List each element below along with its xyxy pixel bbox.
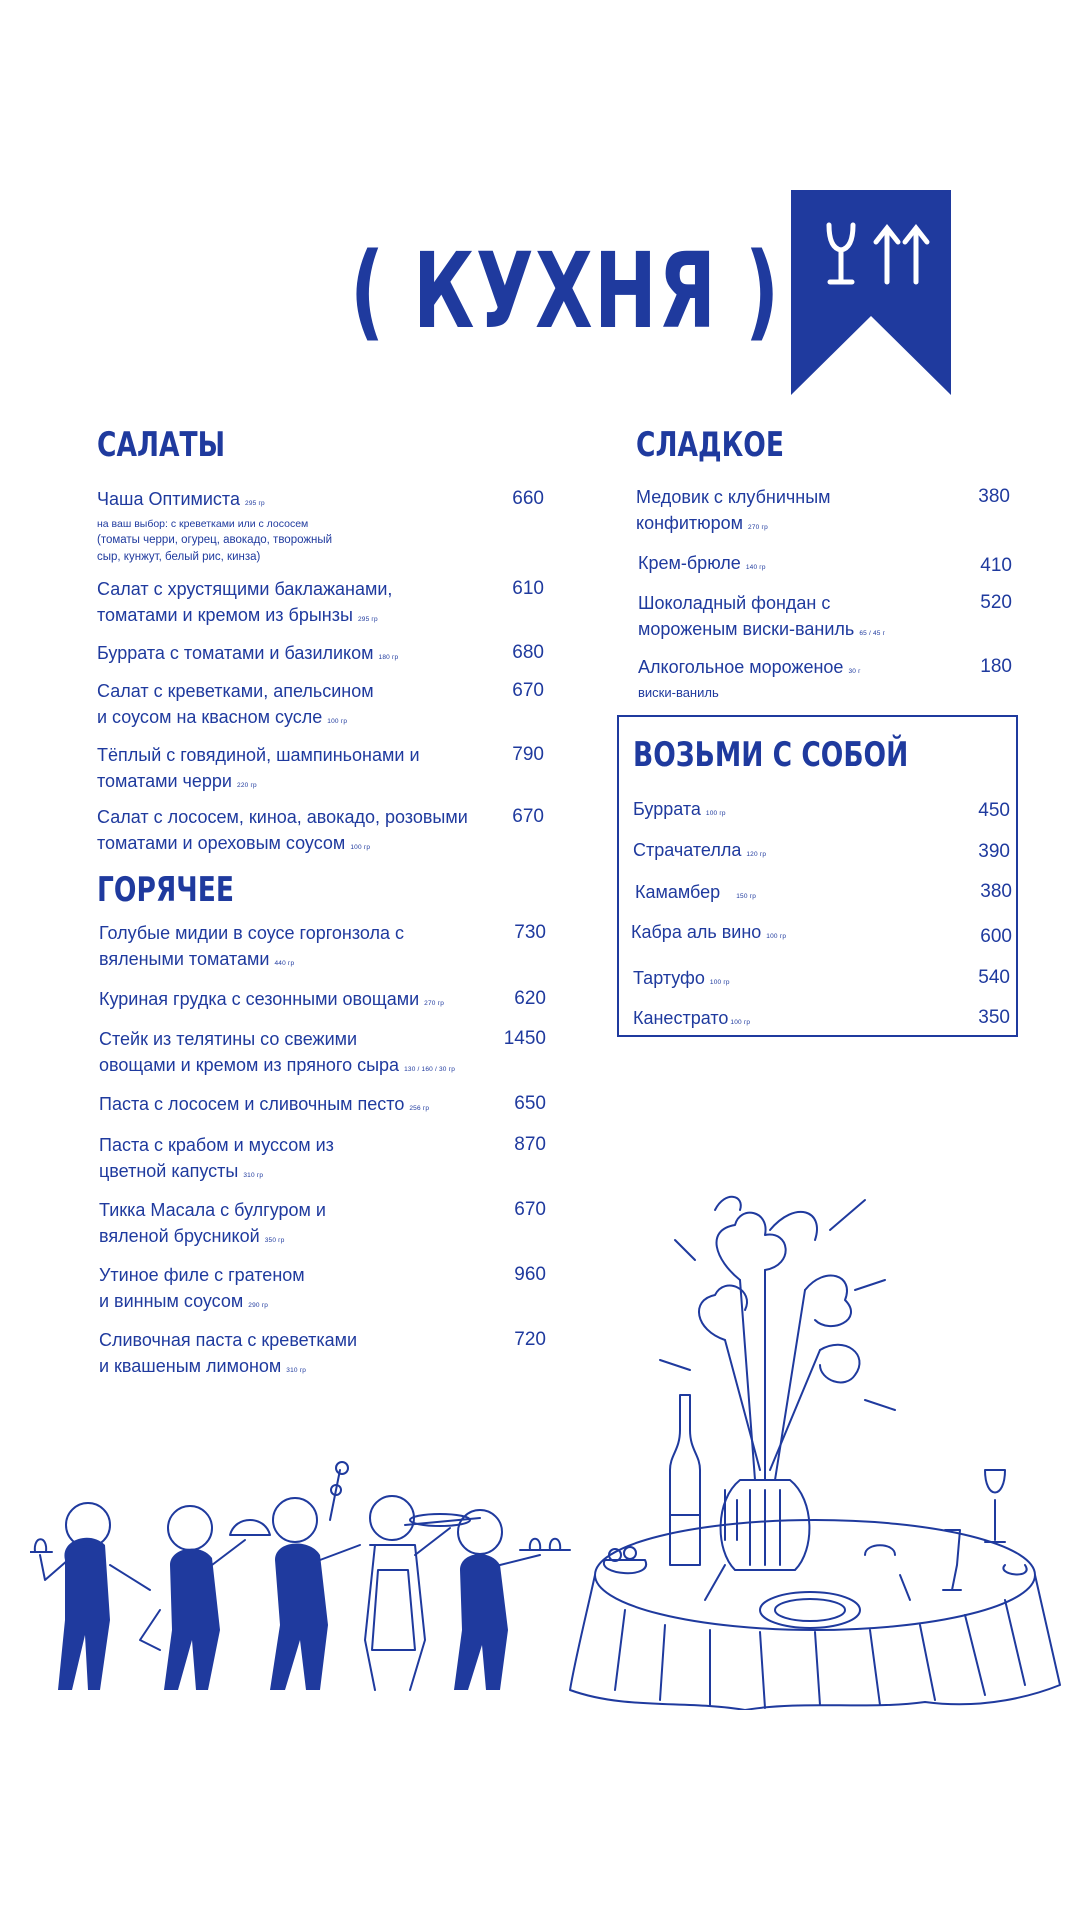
- item-name: Салат с креветками, апельсином: [97, 681, 374, 701]
- item-price: 660: [512, 488, 544, 509]
- item-name: Тартуфо: [633, 968, 705, 988]
- item-weight: 100 гр: [705, 810, 726, 817]
- item-name-line2: конфитюром: [636, 513, 744, 533]
- item-weight: 100 гр: [327, 718, 348, 725]
- item-name: Стейк из телятины со свежими: [99, 1029, 358, 1049]
- menu-item: [99, 1132, 334, 1189]
- item-weight: 180 гр: [378, 654, 399, 661]
- item-weight: 440 гр: [274, 960, 295, 967]
- menu-item: [633, 1005, 750, 1036]
- item-weight: 140 гр: [745, 564, 766, 571]
- item-name: Салат с хрустящими баклажанами,: [97, 579, 393, 599]
- item-weight: 65 / 45 г: [859, 630, 886, 637]
- item-name-line2: и винным соусом: [99, 1291, 244, 1311]
- menu-item: [97, 576, 392, 633]
- item-price: 450: [978, 800, 1010, 821]
- menu-item: [633, 796, 726, 827]
- item-name: Тёплый с говядиной, шампиньонами и: [97, 745, 420, 765]
- item-name-line2: и соусом на квасном сусле: [97, 707, 323, 727]
- item-price: 380: [980, 881, 1012, 902]
- item-weight: 270 гр: [748, 524, 768, 531]
- item-name-line2: мороженым виски-ваниль: [638, 619, 855, 639]
- item-name: Медовик с клубничным: [636, 487, 831, 507]
- item-note: на ваш выбор: с креветками или с лососем: [97, 518, 309, 530]
- sweet-heading: СЛАДКОЕ: [636, 425, 784, 465]
- item-weight: 310 гр: [243, 1172, 264, 1179]
- menu-item: [636, 484, 831, 541]
- menu-item: [99, 1091, 429, 1122]
- menu-item: [638, 550, 766, 581]
- item-price: 610: [512, 578, 544, 599]
- item-price: 720: [514, 1329, 546, 1350]
- item-weight: 295 гр: [245, 500, 265, 507]
- item-price: 650: [514, 1093, 546, 1114]
- set-table-illustration: [565, 1170, 1065, 1710]
- item-name-line2: вялеными томатами: [99, 949, 270, 969]
- item-name-line2: цветной капусты: [99, 1161, 239, 1181]
- item-price: 670: [512, 680, 544, 701]
- item-weight: 150 гр: [736, 893, 757, 900]
- item-name: Голубые мидии в соусе горгонзола с: [99, 923, 405, 943]
- item-name: Сливочная паста с креветками: [99, 1330, 358, 1350]
- item-name-line2: и квашеным лимоном: [99, 1356, 282, 1376]
- menu-item: [638, 590, 885, 647]
- item-name: Камамбер: [635, 882, 721, 902]
- item-price: 670: [514, 1199, 546, 1220]
- item-name-line2: томатами и кремом из брынзы: [97, 605, 353, 625]
- item-name: Буррата с томатами и базиликом: [97, 643, 374, 663]
- item-price: 790: [512, 744, 544, 765]
- item-name: Тикка Масала с булгуром и: [99, 1200, 326, 1220]
- item-name: Куриная грудка с сезонными овощами: [99, 989, 420, 1009]
- item-note: (томаты черри, огурец, авокадо, творожный: [97, 534, 333, 546]
- menu-item: [99, 1262, 305, 1319]
- item-price: 410: [980, 555, 1012, 576]
- item-name: Канестрато: [633, 1008, 729, 1028]
- item-price: 960: [514, 1264, 546, 1285]
- item-name: Утиное филе с гратеном: [99, 1265, 305, 1285]
- item-name: Чаша Оптимиста: [97, 489, 240, 509]
- item-name-line2: овощами и кремом из пряного сыра: [99, 1055, 400, 1075]
- item-weight: 100 гр: [766, 933, 787, 940]
- item-price: 670: [512, 806, 544, 827]
- menu-item: [97, 640, 398, 671]
- menu-item: [99, 1026, 455, 1083]
- item-weight: 130 / 160 / 30 гр: [404, 1066, 456, 1073]
- item-name-line2: томатами и ореховым соусом: [97, 833, 346, 853]
- item-price: 540: [978, 967, 1010, 988]
- item-name: Кабра аль вино: [631, 922, 762, 942]
- menu-item: [97, 742, 420, 799]
- item-name-line2: вяленой брусникой: [99, 1226, 260, 1246]
- item-price: 620: [514, 988, 546, 1009]
- menu-item: [633, 837, 766, 868]
- brand-logo: [791, 190, 951, 395]
- item-weight: 350 гр: [264, 1237, 285, 1244]
- salads-heading: САЛАТЫ: [97, 425, 226, 465]
- item-weight: 295 гр: [357, 616, 378, 623]
- item-name-line2: томатами черри: [97, 771, 232, 791]
- item-price: 390: [978, 841, 1010, 862]
- menu-item: [631, 919, 786, 950]
- menu-item: [97, 678, 374, 735]
- item-weight: 30 г: [848, 668, 861, 675]
- item-price: 680: [512, 642, 544, 663]
- menu-item: [99, 920, 404, 977]
- menu-item: [97, 486, 332, 566]
- menu-item: [99, 986, 444, 1017]
- item-weight: 310 гр: [286, 1367, 307, 1374]
- item-price: 380: [978, 486, 1010, 507]
- item-price: 1450: [503, 1028, 546, 1049]
- item-name: Крем-брюле: [638, 553, 741, 573]
- menu-item: [635, 879, 756, 910]
- item-weight: 100 гр: [350, 844, 371, 851]
- menu-item: [638, 654, 861, 701]
- menu-item: [99, 1327, 357, 1384]
- item-name: Алкогольное мороженое: [638, 657, 844, 677]
- page-title: ( КУХНЯ ): [350, 230, 781, 352]
- item-note: сыр, кунжут, белый рис, кинза): [97, 551, 261, 563]
- item-price: 180: [980, 656, 1012, 677]
- item-price: 600: [980, 926, 1012, 947]
- takeaway-heading: ВОЗЬМИ С СОБОЙ: [633, 735, 909, 775]
- menu-item: [97, 804, 468, 861]
- item-weight: 270 гр: [424, 1000, 445, 1007]
- item-name: Буррата: [633, 799, 701, 819]
- dancing-waiters-illustration: [30, 1440, 590, 1710]
- item-name: Паста с крабом и муссом из: [99, 1135, 334, 1155]
- item-note: виски-ваниль: [638, 685, 719, 700]
- item-name: Паста с лососем и сливочным песто: [99, 1094, 405, 1114]
- menu-item: [633, 965, 730, 996]
- item-weight: 220 гр: [237, 782, 257, 789]
- item-weight: 256 гр: [409, 1105, 430, 1112]
- item-price: 520: [980, 592, 1012, 613]
- item-price: 730: [514, 922, 546, 943]
- item-name: Шоколадный фондан с: [638, 593, 831, 613]
- item-weight: 100 гр: [709, 979, 730, 986]
- item-price: 350: [978, 1007, 1010, 1028]
- hot-heading: ГОРЯЧЕЕ: [97, 870, 234, 910]
- item-name: Страчателла: [633, 840, 742, 860]
- item-weight: 290 гр: [248, 1302, 269, 1309]
- item-weight: 100 гр: [730, 1019, 751, 1026]
- item-weight: 120 гр: [746, 851, 767, 858]
- menu-item: [99, 1197, 326, 1254]
- item-name: Салат с лососем, киноа, авокадо, розовыми: [97, 807, 468, 827]
- item-price: 870: [514, 1134, 546, 1155]
